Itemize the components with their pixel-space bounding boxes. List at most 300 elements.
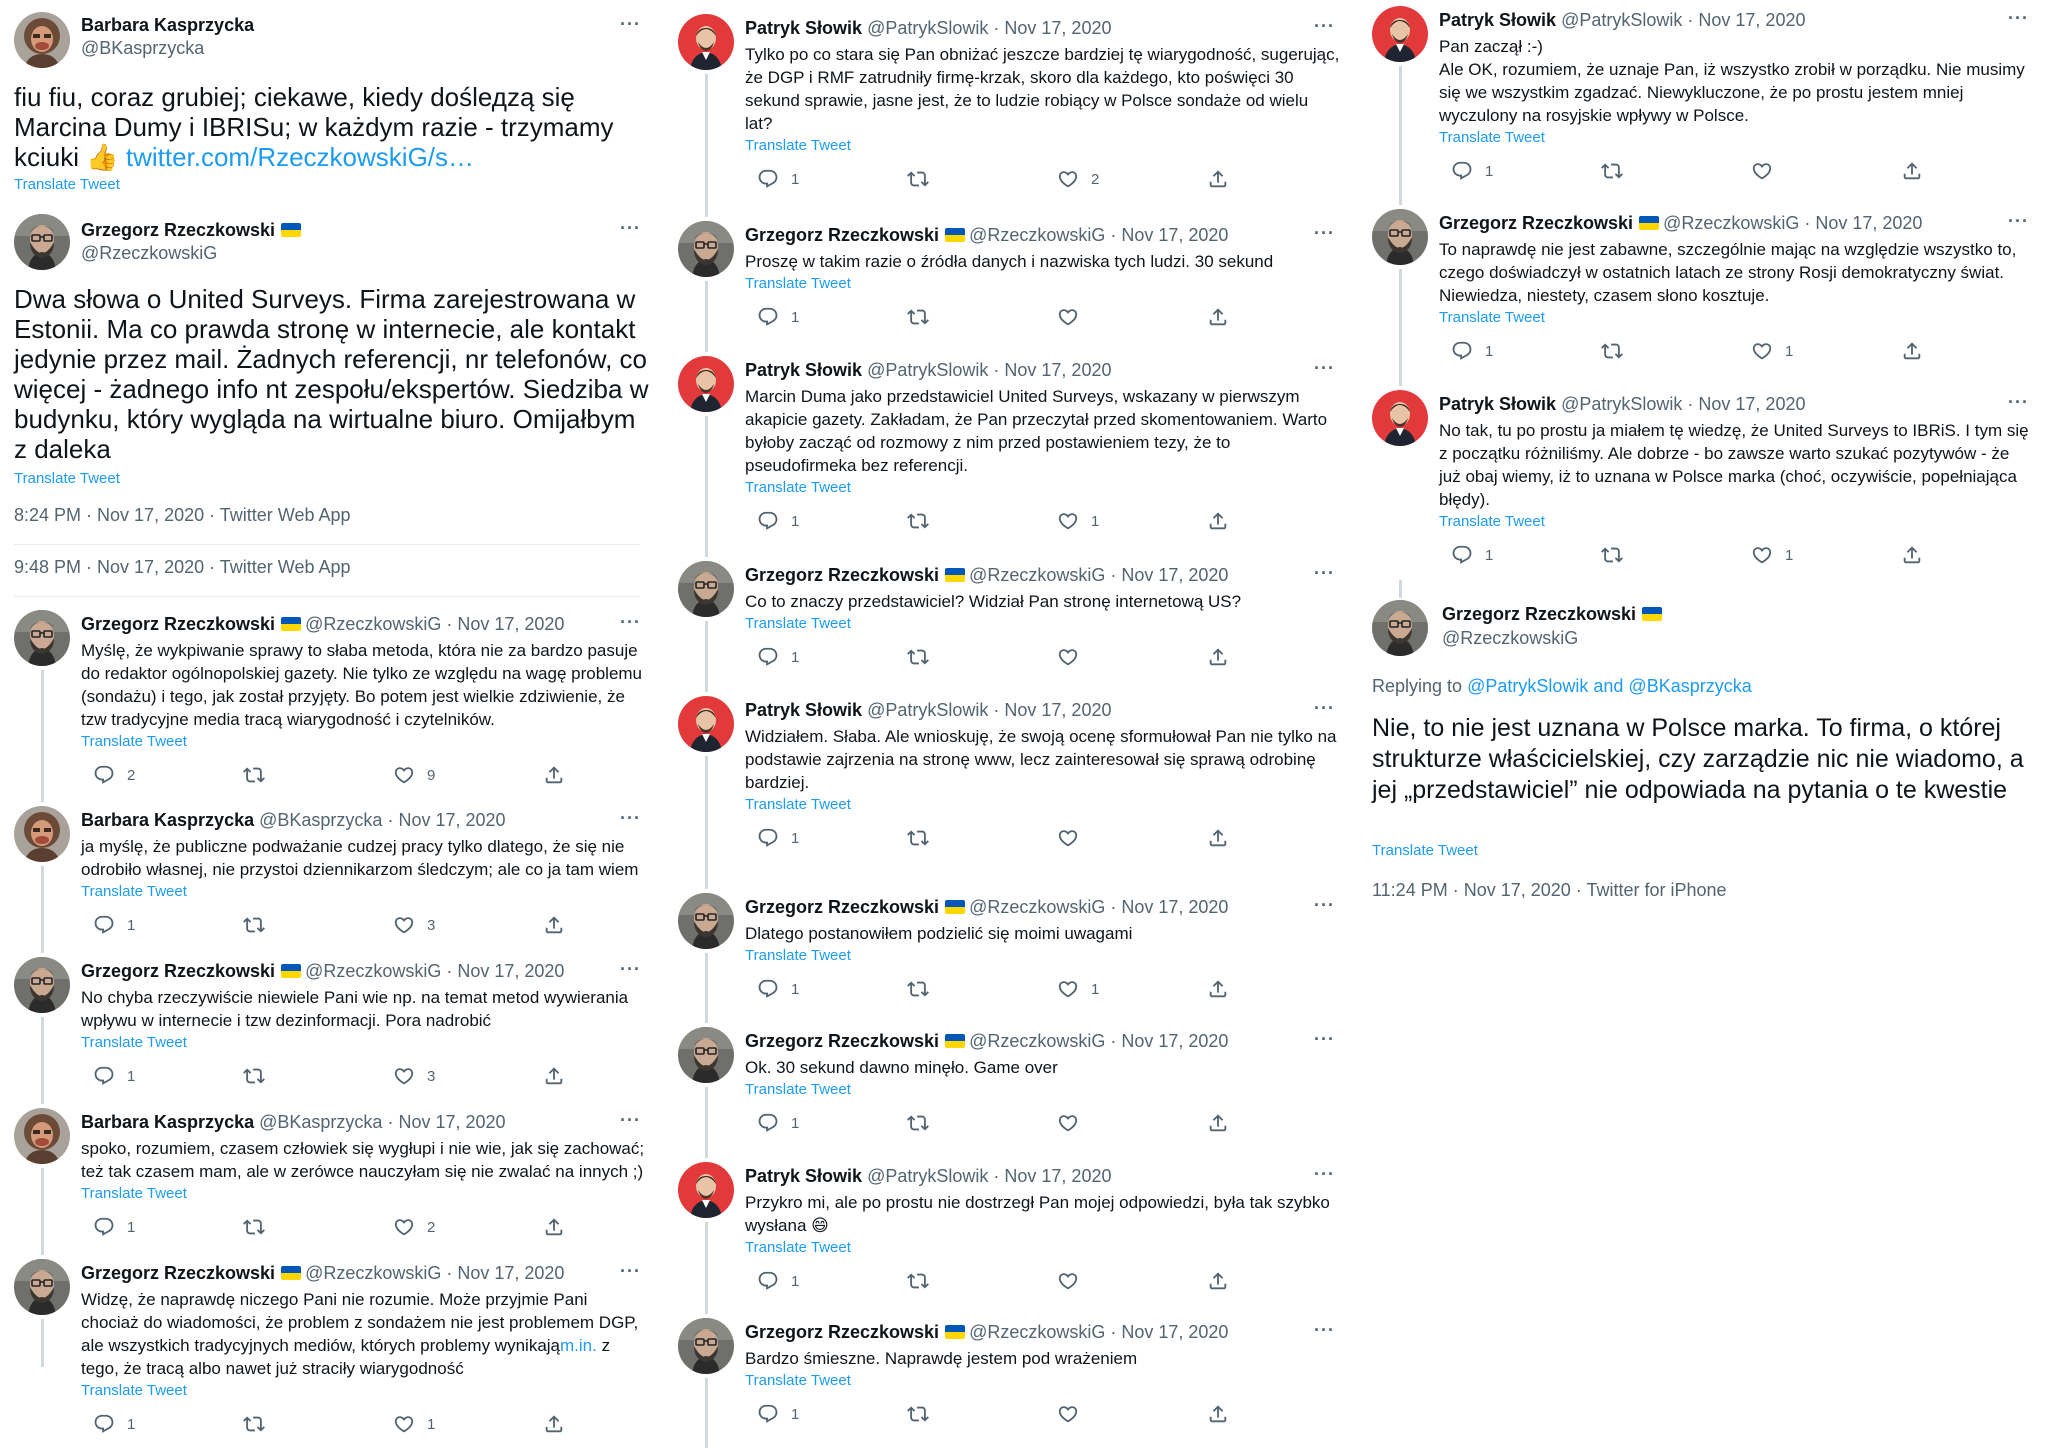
share-icon[interactable]	[1207, 306, 1229, 328]
tweet-actions	[81, 913, 551, 937]
tweet-text: Myślę, że wykpiwanie sprawy to słaba metoda, która nie za bardzo pasuje do redaktor ogólnopolskiej gazety. Nie tylko ze względu na wagę problemu (sondażu) i tego, jak został przyjęty. Bo potem jest wielkie zdziwienie, że tzw tradycyjne media tracą wiarygodność i czytelników.	[81, 641, 643, 729]
heart-icon[interactable]	[1057, 646, 1079, 668]
retweet-icon[interactable]	[243, 1413, 265, 1435]
tweet-text: Ok. 30 sekund dawno minęło. Game over	[745, 1058, 1058, 1077]
heart-icon[interactable]	[1751, 340, 1773, 362]
retweet-action[interactable]	[231, 763, 265, 787]
author-name[interactable]: Patryk Słowik	[745, 700, 863, 720]
more-icon[interactable]: ···	[620, 1261, 641, 1281]
retweet-icon[interactable]	[907, 827, 929, 849]
retweet-icon[interactable]	[907, 1270, 929, 1292]
translate-tweet-link[interactable]: Translate Tweet	[1372, 842, 1478, 859]
action-count: 3	[427, 916, 436, 934]
retweet-icon[interactable]	[907, 646, 929, 668]
retweet-action[interactable]	[231, 913, 265, 937]
heart-icon[interactable]	[393, 764, 415, 786]
author-handle[interactable]: @PatrykSlowik	[867, 700, 989, 720]
tweet-date[interactable]: · Nov 17, 2020	[993, 360, 1112, 380]
more-icon[interactable]: ···	[620, 1110, 641, 1130]
mention-link[interactable]: @BKasprzycka	[1628, 676, 1752, 696]
retweet-action[interactable]	[231, 1215, 265, 1239]
translate-tweet-link[interactable]: Translate Tweet	[81, 1382, 187, 1399]
heart-action[interactable]	[1045, 826, 1091, 850]
translate-tweet-link[interactable]: Translate Tweet	[1439, 513, 1545, 530]
reply-icon[interactable]	[757, 306, 779, 328]
tweet-date[interactable]: · Nov 17, 2020	[1110, 565, 1229, 585]
tweet-timestamp[interactable]: 9:48 PM · Nov 17, 2020 · Twitter Web App	[14, 557, 351, 577]
author-handle[interactable]: @RzeczkowskiG	[1442, 628, 1579, 648]
retweet-action[interactable]	[895, 167, 929, 191]
share-icon[interactable]	[1207, 510, 1229, 532]
retweet-icon[interactable]	[907, 978, 929, 1000]
retweet-icon[interactable]	[243, 764, 265, 786]
ukraine-flag-icon	[945, 1034, 965, 1048]
heart-action[interactable]	[381, 1412, 435, 1436]
share-icon[interactable]	[1207, 1112, 1229, 1134]
tweet-date[interactable]: · Nov 17, 2020	[446, 1263, 565, 1283]
tweet-actions	[745, 977, 1215, 1001]
tweet-date[interactable]: · Nov 17, 2020	[387, 1112, 506, 1132]
more-icon[interactable]: ···	[620, 612, 641, 632]
tweet-header	[745, 1166, 1111, 1187]
more-icon[interactable]: ···	[1314, 895, 1335, 915]
avatar[interactable]	[678, 14, 734, 70]
reply-action[interactable]	[81, 1215, 135, 1239]
reply-icon[interactable]	[93, 1065, 115, 1087]
more-icon[interactable]: ···	[1314, 1320, 1335, 1340]
avatar[interactable]	[14, 957, 70, 1013]
reply-icon[interactable]	[93, 914, 115, 936]
heart-icon[interactable]	[1057, 978, 1079, 1000]
tweet-date[interactable]: · Nov 17, 2020	[446, 961, 565, 981]
reply-action[interactable]	[745, 1111, 799, 1135]
author-handle[interactable]: @RzeczkowskiG	[1663, 213, 1800, 233]
translate-tweet-link[interactable]: Translate Tweet	[81, 1034, 187, 1051]
retweet-action[interactable]	[1589, 543, 1623, 567]
author-handle[interactable]: @PatrykSlowik	[867, 360, 989, 380]
reply-icon[interactable]	[757, 1270, 779, 1292]
reply-icon[interactable]	[1451, 160, 1473, 182]
avatar[interactable]	[678, 221, 734, 277]
translate-tweet-link[interactable]: Translate Tweet	[745, 479, 851, 496]
avatar[interactable]	[1372, 600, 1428, 656]
heart-icon[interactable]	[393, 1413, 415, 1435]
action-count: 1	[791, 829, 800, 847]
reply-action[interactable]	[81, 1064, 135, 1088]
more-icon[interactable]: ···	[1314, 358, 1335, 378]
author-handle[interactable]: @RzeczkowskiG	[305, 961, 442, 981]
avatar[interactable]	[678, 561, 734, 617]
author-name[interactable]: Grzegorz Rzeczkowski	[745, 225, 940, 245]
translate-tweet-link[interactable]: Translate Tweet	[745, 796, 851, 813]
reply-action[interactable]	[81, 913, 135, 937]
thread-line	[41, 1017, 44, 1104]
avatar[interactable]	[678, 1318, 734, 1374]
retweet-action[interactable]	[231, 1412, 265, 1436]
retweet-action[interactable]	[895, 645, 929, 669]
retweet-icon[interactable]	[907, 1112, 929, 1134]
tweet-date[interactable]: · Nov 17, 2020	[1110, 1322, 1229, 1342]
reply-icon[interactable]	[93, 764, 115, 786]
avatar[interactable]	[678, 696, 734, 752]
retweet-action[interactable]	[895, 509, 929, 533]
action-count: 2	[1091, 170, 1100, 188]
share-icon[interactable]	[1901, 160, 1923, 182]
heart-action[interactable]	[381, 763, 435, 787]
reply-icon[interactable]	[757, 827, 779, 849]
author-handle[interactable]: @RzeczkowskiG	[969, 565, 1106, 585]
share-icon[interactable]	[1207, 168, 1229, 190]
author-handle[interactable]: @BKasprzycka	[81, 38, 205, 58]
share-action[interactable]	[1195, 1269, 1229, 1293]
heart-action[interactable]	[1045, 509, 1099, 533]
retweet-icon[interactable]	[243, 914, 265, 936]
author-name[interactable]: Patryk Słowik	[1439, 394, 1557, 414]
author-name[interactable]: Patryk Słowik	[1439, 10, 1557, 30]
avatar[interactable]	[678, 1162, 734, 1218]
translate-tweet-link[interactable]: Translate Tweet	[745, 615, 851, 632]
share-icon[interactable]	[543, 1413, 565, 1435]
heart-action[interactable]	[1045, 305, 1091, 329]
author-name[interactable]: Patryk Słowik	[745, 360, 863, 380]
more-icon[interactable]: ···	[1314, 1029, 1335, 1049]
mention-link[interactable]: @PatrykSlowik	[1467, 676, 1589, 696]
translate-tweet-link[interactable]: Translate Tweet	[745, 1372, 851, 1389]
share-action[interactable]	[531, 1215, 565, 1239]
avatar[interactable]	[14, 12, 70, 68]
translate-tweet-link[interactable]: Translate Tweet	[14, 176, 120, 193]
translate-tweet-link[interactable]: Translate Tweet	[745, 137, 851, 154]
heart-action[interactable]	[1739, 339, 1793, 363]
more-icon[interactable]: ···	[620, 808, 641, 828]
reply-action[interactable]	[745, 977, 799, 1001]
heart-icon[interactable]	[1057, 510, 1079, 532]
retweet-icon[interactable]	[907, 1403, 929, 1425]
author-handle[interactable]: @PatrykSlowik	[867, 18, 989, 38]
retweet-icon[interactable]	[907, 168, 929, 190]
reply-action[interactable]	[1439, 339, 1493, 363]
tweet-date[interactable]: · Nov 17, 2020	[1687, 394, 1806, 414]
tweet-timestamp[interactable]: 11:24 PM · Nov 17, 2020 · Twitter for iPhone	[1372, 880, 1727, 900]
more-icon[interactable]: ···	[620, 218, 641, 238]
tweet-text: spoko, rozumiem, czasem człowiek się wygłupi i nie wie, jak się zachować; też tak czasem mam, ale w zerówce nauczyłam się nie zwalać na innych ;)	[81, 1139, 645, 1181]
reply-action[interactable]	[81, 763, 135, 787]
tweet-header	[1439, 10, 1805, 31]
share-icon[interactable]	[1901, 544, 1923, 566]
thread-line	[1399, 269, 1402, 386]
heart-action[interactable]	[1045, 645, 1091, 669]
heart-icon[interactable]	[1057, 1403, 1079, 1425]
action-count: 9	[427, 766, 436, 784]
share-icon[interactable]	[543, 1216, 565, 1238]
tweet-header	[745, 1031, 1228, 1052]
retweet-icon[interactable]	[243, 1216, 265, 1238]
retweet-action[interactable]	[895, 1111, 929, 1135]
author-name[interactable]: Grzegorz Rzeczkowski	[1439, 213, 1634, 233]
retweet-icon[interactable]	[907, 510, 929, 532]
more-icon[interactable]: ···	[2008, 211, 2029, 231]
avatar[interactable]	[1372, 390, 1428, 446]
reply-action[interactable]	[1439, 543, 1493, 567]
author-handle[interactable]: @BKasprzycka	[259, 810, 383, 830]
author-name[interactable]: Grzegorz Rzeczkowski	[745, 1322, 940, 1342]
share-icon[interactable]	[1901, 340, 1923, 362]
share-action[interactable]	[1195, 645, 1229, 669]
translate-tweet-link[interactable]: Translate Tweet	[14, 470, 120, 487]
author-handle[interactable]: @PatrykSlowik	[1561, 394, 1683, 414]
share-action[interactable]	[531, 1064, 565, 1088]
reply-action[interactable]	[745, 826, 799, 850]
author-name[interactable]: Grzegorz Rzeczkowski	[745, 565, 940, 585]
heart-icon[interactable]	[393, 914, 415, 936]
more-icon[interactable]: ···	[620, 14, 641, 34]
heart-action[interactable]	[1045, 1269, 1091, 1293]
heart-action[interactable]	[1739, 159, 1785, 183]
tweet-text-fragment: z tego, że tracą albo nawet już straciły wiarygodność	[81, 1336, 611, 1378]
author-handle[interactable]: @RzeczkowskiG	[969, 1322, 1106, 1342]
retweet-action[interactable]	[1589, 159, 1623, 183]
heart-action[interactable]	[1045, 977, 1099, 1001]
action-count: 1	[127, 1415, 136, 1433]
share-action[interactable]	[1195, 826, 1229, 850]
share-action[interactable]	[1195, 1402, 1229, 1426]
share-action[interactable]	[1195, 977, 1229, 1001]
heart-action[interactable]	[1045, 167, 1099, 191]
tweet-timestamp[interactable]: 8:24 PM · Nov 17, 2020 · Twitter Web App	[14, 505, 351, 525]
author-name[interactable]: Grzegorz Rzeczkowski	[81, 961, 276, 981]
retweet-icon[interactable]	[1601, 544, 1623, 566]
author-name[interactable]: Patryk Słowik	[745, 18, 863, 38]
heart-action[interactable]	[381, 913, 435, 937]
more-icon[interactable]: ···	[1314, 16, 1335, 36]
share-action[interactable]	[531, 763, 565, 787]
author-name[interactable]	[81, 220, 305, 241]
reply-icon[interactable]	[93, 1216, 115, 1238]
share-icon[interactable]	[1207, 1403, 1229, 1425]
heart-icon[interactable]	[1057, 1112, 1079, 1134]
avatar[interactable]	[678, 893, 734, 949]
more-icon[interactable]: ···	[2008, 392, 2029, 412]
reply-action[interactable]	[745, 1402, 799, 1426]
tweet-date[interactable]: · Nov 17, 2020	[1687, 10, 1806, 30]
tweet-date[interactable]: · Nov 17, 2020	[993, 18, 1112, 38]
share-action[interactable]	[531, 913, 565, 937]
tweet-text: Proszę w takim razie o źródła danych i nazwiska tych ludzi. 30 sekund	[745, 252, 1274, 271]
tweet-text: No tak, tu po prostu ja miałem tę wiedzę, że United Surveys to IBRiS. I tym się z początku różniliśmy. Ale dobrze - bo zawsze warto szukać pozytywów - że już obaj wiemy, iż to uznana w Polsce marka (choć, oczywiście, popełniająca błędy).	[1439, 421, 2029, 509]
author-name[interactable]: Patryk Słowik	[745, 1166, 863, 1186]
thread-line	[705, 1378, 708, 1448]
author-handle[interactable]: @RzeczkowskiG	[81, 243, 218, 263]
translate-tweet-link[interactable]: Translate Tweet	[81, 1185, 187, 1202]
tweet-date[interactable]: · Nov 17, 2020	[1110, 1031, 1229, 1051]
avatar[interactable]	[14, 214, 70, 270]
reply-action[interactable]	[81, 1412, 135, 1436]
reply-icon[interactable]	[757, 978, 779, 1000]
heart-icon[interactable]	[1057, 306, 1079, 328]
heart-action[interactable]	[1045, 1111, 1091, 1135]
tweet-actions	[745, 826, 1215, 850]
translate-tweet-link[interactable]: Translate Tweet	[745, 947, 851, 964]
more-icon[interactable]: ···	[1314, 223, 1335, 243]
author-handle[interactable]: @PatrykSlowik	[867, 1166, 989, 1186]
retweet-action[interactable]	[895, 826, 929, 850]
tweet-text: Nie, to nie jest uznana w Polsce marka. To firma, o której strukturze właścicielskiej, czy zarządzie nic nie wiadomo, a jej „przedstawiciel” nie odpowiada na pytania o te kwestie	[1372, 714, 2024, 804]
action-count: 1	[127, 916, 136, 934]
avatar[interactable]	[1372, 209, 1428, 265]
heart-action[interactable]	[1045, 1402, 1091, 1426]
more-icon[interactable]: ···	[1314, 563, 1335, 583]
author-handle[interactable]: @RzeczkowskiG	[969, 1031, 1106, 1051]
avatar[interactable]	[14, 610, 70, 666]
translate-tweet-link[interactable]: Translate Tweet	[745, 275, 851, 292]
reply-icon[interactable]	[757, 1112, 779, 1134]
action-count: 1	[1485, 342, 1494, 360]
heart-action[interactable]	[1739, 543, 1793, 567]
thread-line	[1399, 66, 1402, 205]
tweet-link[interactable]: twitter.com/RzeczkowskiG/s…	[125, 142, 475, 172]
share-action[interactable]	[1195, 509, 1229, 533]
tweet-date[interactable]: · Nov 17, 2020	[993, 1166, 1112, 1186]
share-icon[interactable]	[543, 1065, 565, 1087]
retweet-icon[interactable]	[1601, 160, 1623, 182]
share-action[interactable]	[1889, 339, 1923, 363]
heart-icon[interactable]	[1751, 544, 1773, 566]
share-action[interactable]	[1195, 167, 1229, 191]
tweet-header	[81, 810, 506, 831]
reply-icon[interactable]	[757, 510, 779, 532]
share-icon[interactable]	[543, 764, 565, 786]
author-name[interactable]	[1442, 604, 1666, 625]
avatar[interactable]	[14, 806, 70, 862]
share-icon[interactable]	[1207, 646, 1229, 668]
reply-icon[interactable]	[1451, 544, 1473, 566]
reply-icon[interactable]	[757, 646, 779, 668]
author-handle[interactable]: @PatrykSlowik	[1561, 10, 1683, 30]
author-name[interactable]: Barbara Kasprzycka	[81, 810, 255, 830]
share-action[interactable]	[1889, 543, 1923, 567]
share-action[interactable]	[531, 1412, 565, 1436]
retweet-icon[interactable]	[907, 306, 929, 328]
heart-action[interactable]	[381, 1215, 435, 1239]
more-icon[interactable]: ···	[1314, 698, 1335, 718]
author-name[interactable]: Barbara Kasprzycka	[81, 15, 255, 35]
more-icon[interactable]: ···	[620, 959, 641, 979]
retweet-icon[interactable]	[1601, 340, 1623, 362]
reply-icon[interactable]	[757, 168, 779, 190]
author-name[interactable]: Grzegorz Rzeczkowski	[745, 1031, 940, 1051]
tweet-link[interactable]: m.in.	[560, 1336, 597, 1355]
reply-action[interactable]	[1439, 159, 1493, 183]
retweet-action[interactable]	[895, 1269, 929, 1293]
author-handle[interactable]: @RzeczkowskiG	[969, 897, 1106, 917]
translate-tweet-link[interactable]: Translate Tweet	[1439, 129, 1545, 146]
thread-line	[705, 756, 708, 889]
author-name[interactable]: Grzegorz Rzeczkowski	[745, 897, 940, 917]
author-name[interactable]: Grzegorz Rzeczkowski	[81, 614, 276, 634]
author-name[interactable]: Grzegorz Rzeczkowski	[81, 1263, 276, 1283]
heart-icon[interactable]	[393, 1216, 415, 1238]
retweet-action[interactable]	[1589, 339, 1623, 363]
tweet-actions	[1439, 543, 1909, 567]
reply-action[interactable]	[745, 1269, 799, 1293]
retweet-action[interactable]	[895, 977, 929, 1001]
author-handle[interactable]: @RzeczkowskiG	[969, 225, 1106, 245]
author-name-text[interactable]: Grzegorz Rzeczkowski	[81, 220, 276, 240]
heart-icon[interactable]	[1057, 168, 1079, 190]
reply-action[interactable]	[745, 645, 799, 669]
share-icon[interactable]	[543, 914, 565, 936]
more-icon[interactable]: ···	[1314, 1164, 1335, 1184]
avatar[interactable]	[678, 1027, 734, 1083]
translate-tweet-link[interactable]: Translate Tweet	[81, 733, 187, 750]
tweet-text: ja myślę, że publiczne podważanie cudzej pracy tylko dlatego, że się nie odrobiło własnej, nie przystoi dziennikarzom śledczym; ale co ja tam wiem	[81, 837, 639, 879]
tweet-date[interactable]: · Nov 17, 2020	[1804, 213, 1923, 233]
action-count: 2	[127, 766, 136, 784]
heart-icon[interactable]	[1751, 160, 1773, 182]
author-handle[interactable]: @BKasprzycka	[259, 1112, 383, 1132]
tweet-header	[1439, 213, 1922, 234]
retweet-icon[interactable]	[243, 1065, 265, 1087]
thread-line	[705, 416, 708, 557]
retweet-action[interactable]	[895, 305, 929, 329]
avatar[interactable]	[14, 1108, 70, 1164]
tweet-text: Widziałem. Słaba. Ale wnioskuję, że swoją ocenę sformułował Pan nie tylko na podstawie zajrzenia na stronę www, lecz zainteresował się sprawą odrobinę bardziej.	[745, 727, 1337, 792]
share-icon[interactable]	[1207, 827, 1229, 849]
tweet-text-fragment: kciuki 👍	[14, 142, 119, 172]
action-count: 1	[791, 648, 800, 666]
author-handle[interactable]: @RzeczkowskiG	[305, 1263, 442, 1283]
share-action[interactable]	[1195, 1111, 1229, 1135]
tweet-date[interactable]: · Nov 17, 2020	[446, 614, 565, 634]
reply-action[interactable]	[745, 305, 799, 329]
tweet-actions	[1439, 339, 1909, 363]
share-action[interactable]	[1195, 305, 1229, 329]
share-action[interactable]	[1889, 159, 1923, 183]
share-icon[interactable]	[1207, 1270, 1229, 1292]
heart-action[interactable]	[381, 1064, 435, 1088]
conversation-column-3	[1354, 0, 2048, 1448]
author-name-text[interactable]: Grzegorz Rzeczkowski	[1442, 604, 1637, 624]
reply-icon[interactable]	[93, 1413, 115, 1435]
reply-icon[interactable]	[757, 1403, 779, 1425]
tweet-date[interactable]: · Nov 17, 2020	[1110, 225, 1229, 245]
translate-tweet-link[interactable]: Translate Tweet	[1439, 309, 1545, 326]
more-icon[interactable]: ···	[2008, 8, 2029, 28]
tweet-date[interactable]: · Nov 17, 2020	[387, 810, 506, 830]
translate-tweet-link[interactable]: Translate Tweet	[745, 1239, 851, 1256]
translate-tweet-link[interactable]: Translate Tweet	[745, 1081, 851, 1098]
author-name[interactable]: Barbara Kasprzycka	[81, 1112, 255, 1132]
avatar[interactable]	[678, 356, 734, 412]
heart-icon[interactable]	[393, 1065, 415, 1087]
share-icon[interactable]	[1207, 978, 1229, 1000]
author-handle[interactable]: @RzeczkowskiG	[305, 614, 442, 634]
heart-icon[interactable]	[1057, 827, 1079, 849]
reply-action[interactable]	[745, 167, 799, 191]
retweet-action[interactable]	[895, 1402, 929, 1426]
avatar[interactable]	[1372, 6, 1428, 62]
retweet-action[interactable]	[231, 1064, 265, 1088]
reply-action[interactable]	[745, 509, 799, 533]
tweet-text-line: Marcina Dumy i IBRISu; w każdym razie - trzymamy	[14, 112, 614, 142]
heart-icon[interactable]	[1057, 1270, 1079, 1292]
tweet-date[interactable]: · Nov 17, 2020	[1110, 897, 1229, 917]
translate-tweet-link[interactable]: Translate Tweet	[81, 883, 187, 900]
avatar[interactable]	[14, 1259, 70, 1315]
tweet-date[interactable]: · Nov 17, 2020	[993, 700, 1112, 720]
tweet-header	[745, 565, 1228, 586]
reply-icon[interactable]	[1451, 340, 1473, 362]
